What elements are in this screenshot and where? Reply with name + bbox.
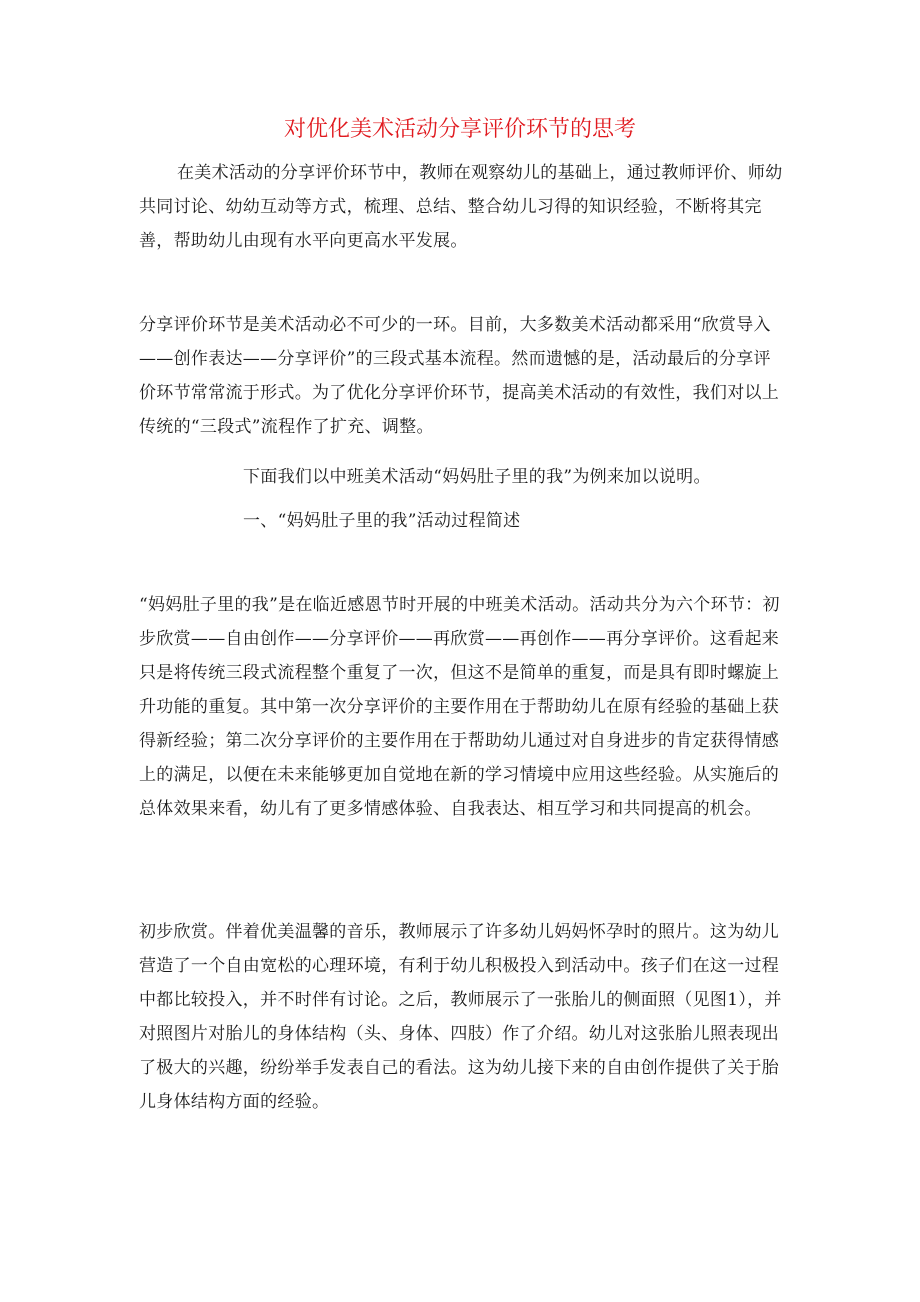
- document-title: 对优化美术活动分享评价环节的思考: [283, 117, 636, 142]
- paragraph-intro: 在美术活动的分享评价环节中，教师在观察幼儿的基础上，通过教师评价、师幼共同讨论、幼幼互动等方式，梳理、总结、整合幼儿习得的知识经验，不断将其完善，帮助幼儿由现有水平向更高水平发展。: [139, 163, 783, 251]
- section-heading-1: 一、“妈妈肚子里的我”活动过程简述: [243, 511, 521, 531]
- paragraph-background: 分享评价环节是美术活动必不可少的一环。目前，大多数美术活动都采用“欣赏导入——创作表达——分享评价”的三段式基本流程。然而遗憾的是，活动最后的分享评价环节常常流于形式。为了优化分享评价环节，提高美术活动的有效性，我们对以上传统的“三段式”流程作了扩充、调整。: [139, 315, 780, 437]
- paragraph-example-intro: 下面我们以中班美术活动“妈妈肚子里的我”为例来加以说明。: [243, 467, 711, 487]
- paragraph-initial-appreciation: 初步欣赏。伴着优美温馨的音乐，教师展示了许多幼儿妈妈怀孕时的照片。这为幼儿营造了一个自由宽松的心理环境，有利于幼儿积极投入到活动中。孩子们在这一过程中都比较投入，并不时伴有讨论。之后，教师展示了一张胎儿的侧面照（见图1），并对照图片对胎儿的身体结构（头、身体、四肢）作了介绍。幼儿对这张胎儿照表现出了极大的兴趣，纷纷举手发表自己的看法。这为幼儿接下来的自由创作提供了关于胎儿身体结构方面的经验。: [139, 922, 782, 1112]
- paragraph-activity-overview: “妈妈肚子里的我”是在临近感恩节时开展的中班美术活动。活动共分为六个环节：初步欣赏——自由创作——分享评价——再欣赏——再创作——再分享评价。这看起来只是将传统三段式流程整个重复了一次，但这不是简单的重复，而是具有即时螺旋上升功能的重复。其中第一次分享评价的主要作用在于帮助幼儿在原有经验的基础上获得新经验；第二次分享评价的主要作用在于帮助幼儿通过对自身进步的肯定获得情感上的满足，以便在未来能够更加自觉地在新的学习情境中应用这些经验。从实施后的总体效果来看，幼儿有了更多情感体验、自我表达、相互学习和共同提高的机会。: [139, 595, 780, 819]
